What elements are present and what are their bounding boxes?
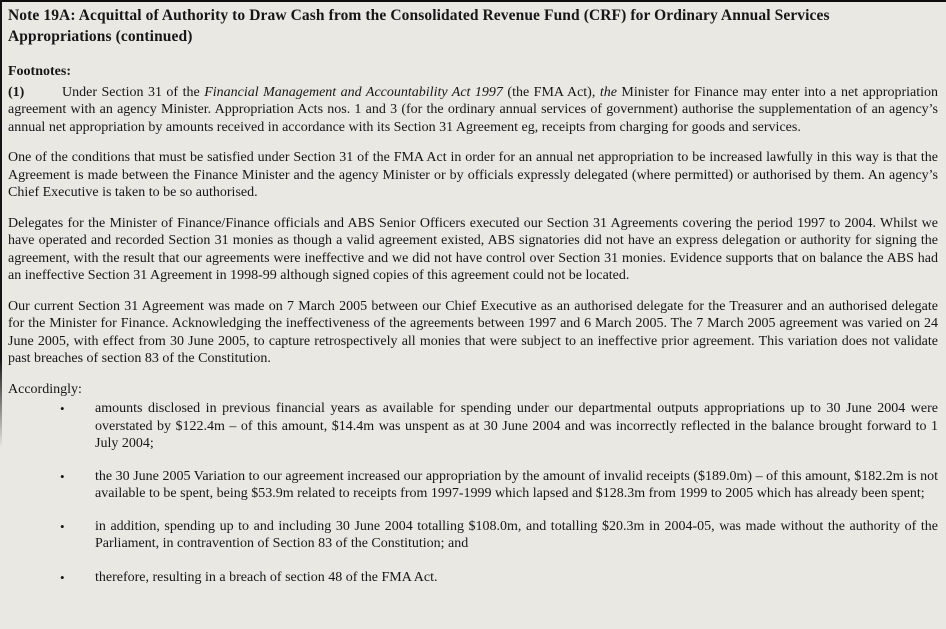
bullet-text-spending: in addition, spending up to and including 30 June 2004 totalling $108.0m, and totalling $20.3m in 2004-05, was made without the authority of the Parliament, in contravention of Section 83 of the Constitution; and (95, 518, 938, 551)
act-name-italic: Financial Management and Accountability Act 1997 (204, 84, 503, 100)
bullet-text-overstated: amounts disclosed in previous financial years as available for spending under our departmental outputs appropriations up to 30 June 2004 were overstated by $122.4m – of this amount, $14.4m was unspent as at 30 June 2004 and was incorrectly reflected in the balance brought forward to 1 July 2004; (95, 401, 938, 451)
page-title (8, 6, 938, 47)
paragraph-delegates-agreements: Delegates for the Minister of Finance/Finance officials and ABS Senior Officers executed our Section 31 Agreements covering the period 1997 to 2004. Whilst we have operated and recorded Section 31 monies as though a valid agreement existed, ABS signatories did not have an express delegation or authority for signing the agreement, with the result that our agreements were ineffective and we did not have control over Section 31 monies. Evidence supports that on balance the ABS had an ineffective Section 31 Agreement in 1998-99 although signed copies of this agreement could not be located. (8, 215, 938, 283)
footnote-1-text-c: Minister for Finance may enter into a net appropriation agreement with an agency Minister. Appropriation Acts nos. 1 and 3 (for the ordinary annual services of government) authorise the supplementation of an agency’s annual net appropriation by amounts received in accordance with its Section 31 Agreement eg, receipts from charging for goods and services. (8, 84, 938, 135)
footnote-1-paragraph (8, 84, 938, 137)
list-item-overstated (8, 400, 938, 453)
footnotes-heading: Footnotes: (8, 64, 71, 79)
footnote-1-text-a: Under Section 31 of the (62, 84, 205, 100)
footnote-1-text-b: (the FMA Act), (502, 84, 600, 100)
page-title-line1: Note 19A: Acquittal of Authority to Draw Cash from the Consolidated Revenue Fund (CRF) for Ordinary Annual Services (8, 7, 830, 24)
bullet-icon: • (60, 569, 65, 585)
page-title-line2: Appropriations (continued) (8, 27, 193, 45)
bullet-icon: • (60, 401, 65, 416)
list-item-breach (8, 569, 938, 587)
list-item-spending (8, 518, 938, 553)
bullet-text-variation: the 30 June 2005 Variation to our agreement increased our appropriation by the amount of invalid receipts ($189.0m) – of this amount, $182.2m is not available to be spent, being $53.9m related to receipts from 1997-1999 which lapsed and $128.3m from 1999 to 2005 which has already been spent; (95, 468, 938, 501)
bullet-list (8, 400, 938, 586)
bullet-text-breach: therefore, resulting in a breach of section 48 of the FMA Act. (95, 569, 438, 585)
paragraph-current-agreement: Our current Section 31 Agreement was made on 7 March 2005 between our Chief Executive as an authorised delegate for the Treasurer and an authorised delegate for the Minister for Finance. Acknowledging the ineffectiveness of the agreements between 1997 and 6 March 2005. The 7 March 2005 agreement was varied on 24 June 2005, with effect from 30 June 2005, to capture retrospectively all monies that were subject to an ineffective prior agreement. This variation does not validate past breaches of section 83 of the Constitution. (8, 298, 938, 366)
list-item-variation (8, 468, 938, 503)
page-border-top-rule (0, 0, 946, 2)
page-border-left-rule (0, 0, 2, 448)
footnote-1-number: (1) (8, 84, 25, 100)
paragraph-section31-conditions: One of the conditions that must be satisfied under Section 31 of the FMA Act in order for an annual net appropriation to be increased lawfully in this way is that the Agreement is made between the Finance Minister and the agency Minister or by officials expressly delegated (where permitted) or authorised by them. An agency’s Chief Executive is taken to be so authorised. (8, 150, 938, 200)
accordingly-label: Accordingly: (8, 381, 82, 397)
the-italic: the (599, 84, 617, 100)
bullet-icon: • (60, 518, 65, 534)
bullet-icon: • (60, 468, 65, 484)
